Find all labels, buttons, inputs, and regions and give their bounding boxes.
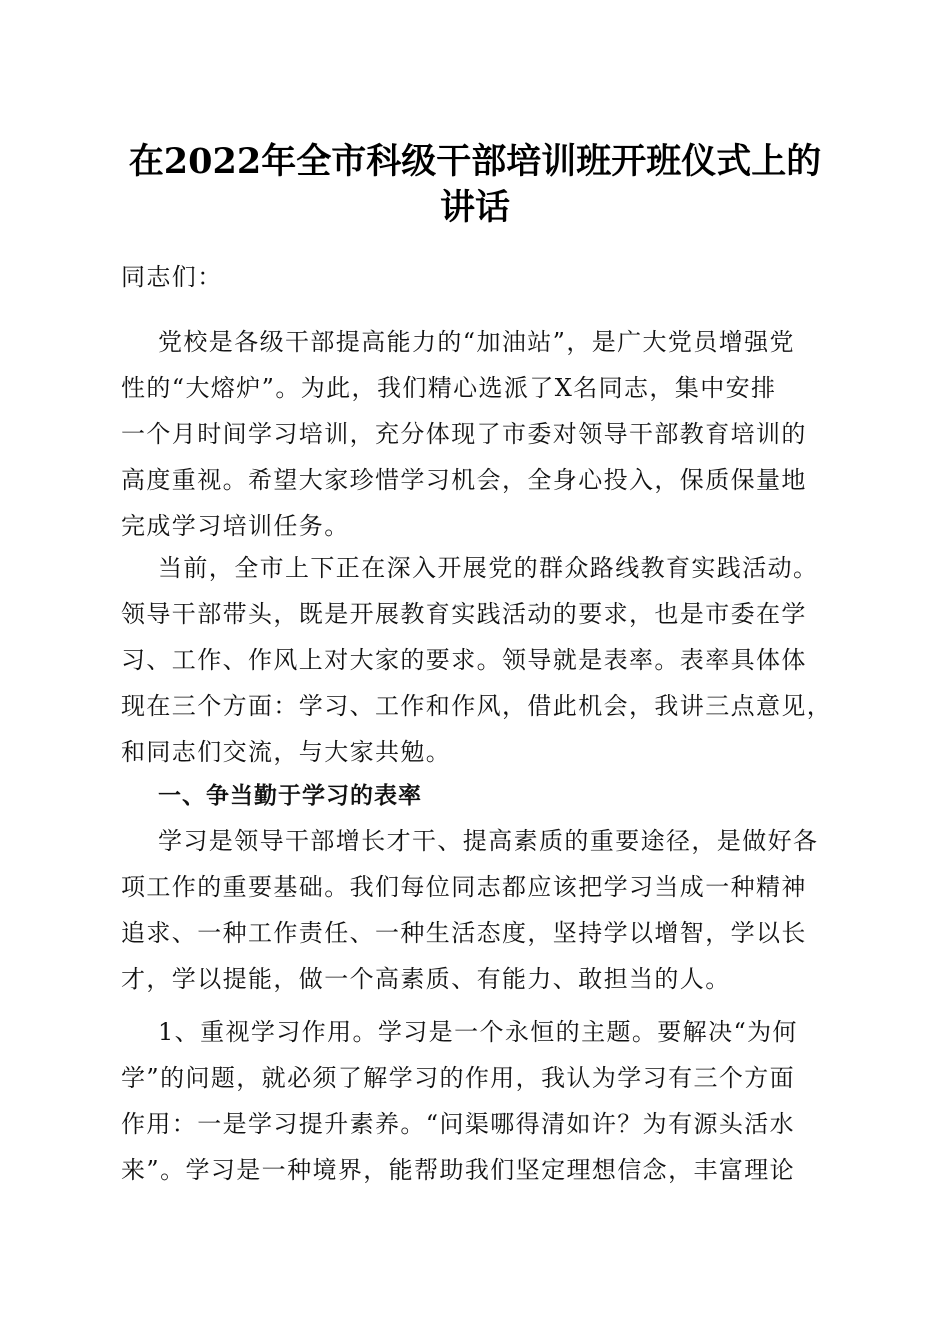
paragraph-4-line: 作用：一是学习提升素养。“问渠哪得清如许？为有源头活水	[121, 1110, 796, 1138]
paragraph-2-line: 当前，全市上下正在深入开展党的群众路线教育实践活动。	[158, 554, 819, 582]
document-title-line-2: 讲话	[439, 187, 510, 228]
paragraph-2-line: 领导干部带头，既是开展教育实践活动的要求，也是市委在学	[121, 600, 807, 628]
paragraph-3-line: 项工作的重要基础。我们每位同志都应该把学习当成一种精神	[121, 873, 807, 901]
paragraph-2-line: 和同志们交流，与大家共勉。	[121, 738, 452, 766]
paragraph-1-line: 高度重视。希望大家珍惜学习机会，全身心投入，保质保量地	[121, 466, 807, 494]
paragraph-1-line: 党校是各级干部提高能力的“加油站”，是广大党员增强党	[158, 328, 795, 356]
paragraph-3-line: 才，学以提能，做一个高素质、有能力、敢担当的人。	[121, 965, 731, 993]
section-heading-1: 一、争当勤于学习的表率	[158, 783, 422, 809]
paragraph-4-line: 来”。学习是一种境界，能帮助我们坚定理想信念，丰富理论	[121, 1156, 796, 1184]
paragraph-1-line: 性的“大熔炉”。为此，我们精心选派了X名同志，集中安排	[121, 374, 777, 402]
paragraph-3-line: 追求、一种工作责任、一种生活态度，坚持学以增智，学以长	[121, 919, 807, 947]
paragraph-4-line: 学”的问题，就必须了解学习的作用，我认为学习有三个方面	[121, 1064, 796, 1092]
salutation: 同志们：	[121, 263, 223, 291]
document-title-line-1: 在2022年全市科级干部培训班开班仪式上的	[128, 141, 822, 182]
paragraph-1-line: 完成学习培训任务。	[121, 512, 350, 540]
paragraph-1-line: 一个月时间学习培训，充分体现了市委对领导干部教育培训的	[121, 420, 807, 448]
paragraph-4-line: 1、重视学习作用。学习是一个永恒的主题。要解决“为何	[158, 1018, 798, 1046]
paragraph-3-line: 学习是领导干部增长才干、提高素质的重要途径，是做好各	[158, 827, 819, 855]
paragraph-2-line: 现在三个方面：学习、工作和作风，借此机会，我讲三点意见，	[121, 692, 833, 720]
paragraph-2-line: 习、工作、作风上对大家的要求。领导就是表率。表率具体体	[121, 646, 807, 674]
